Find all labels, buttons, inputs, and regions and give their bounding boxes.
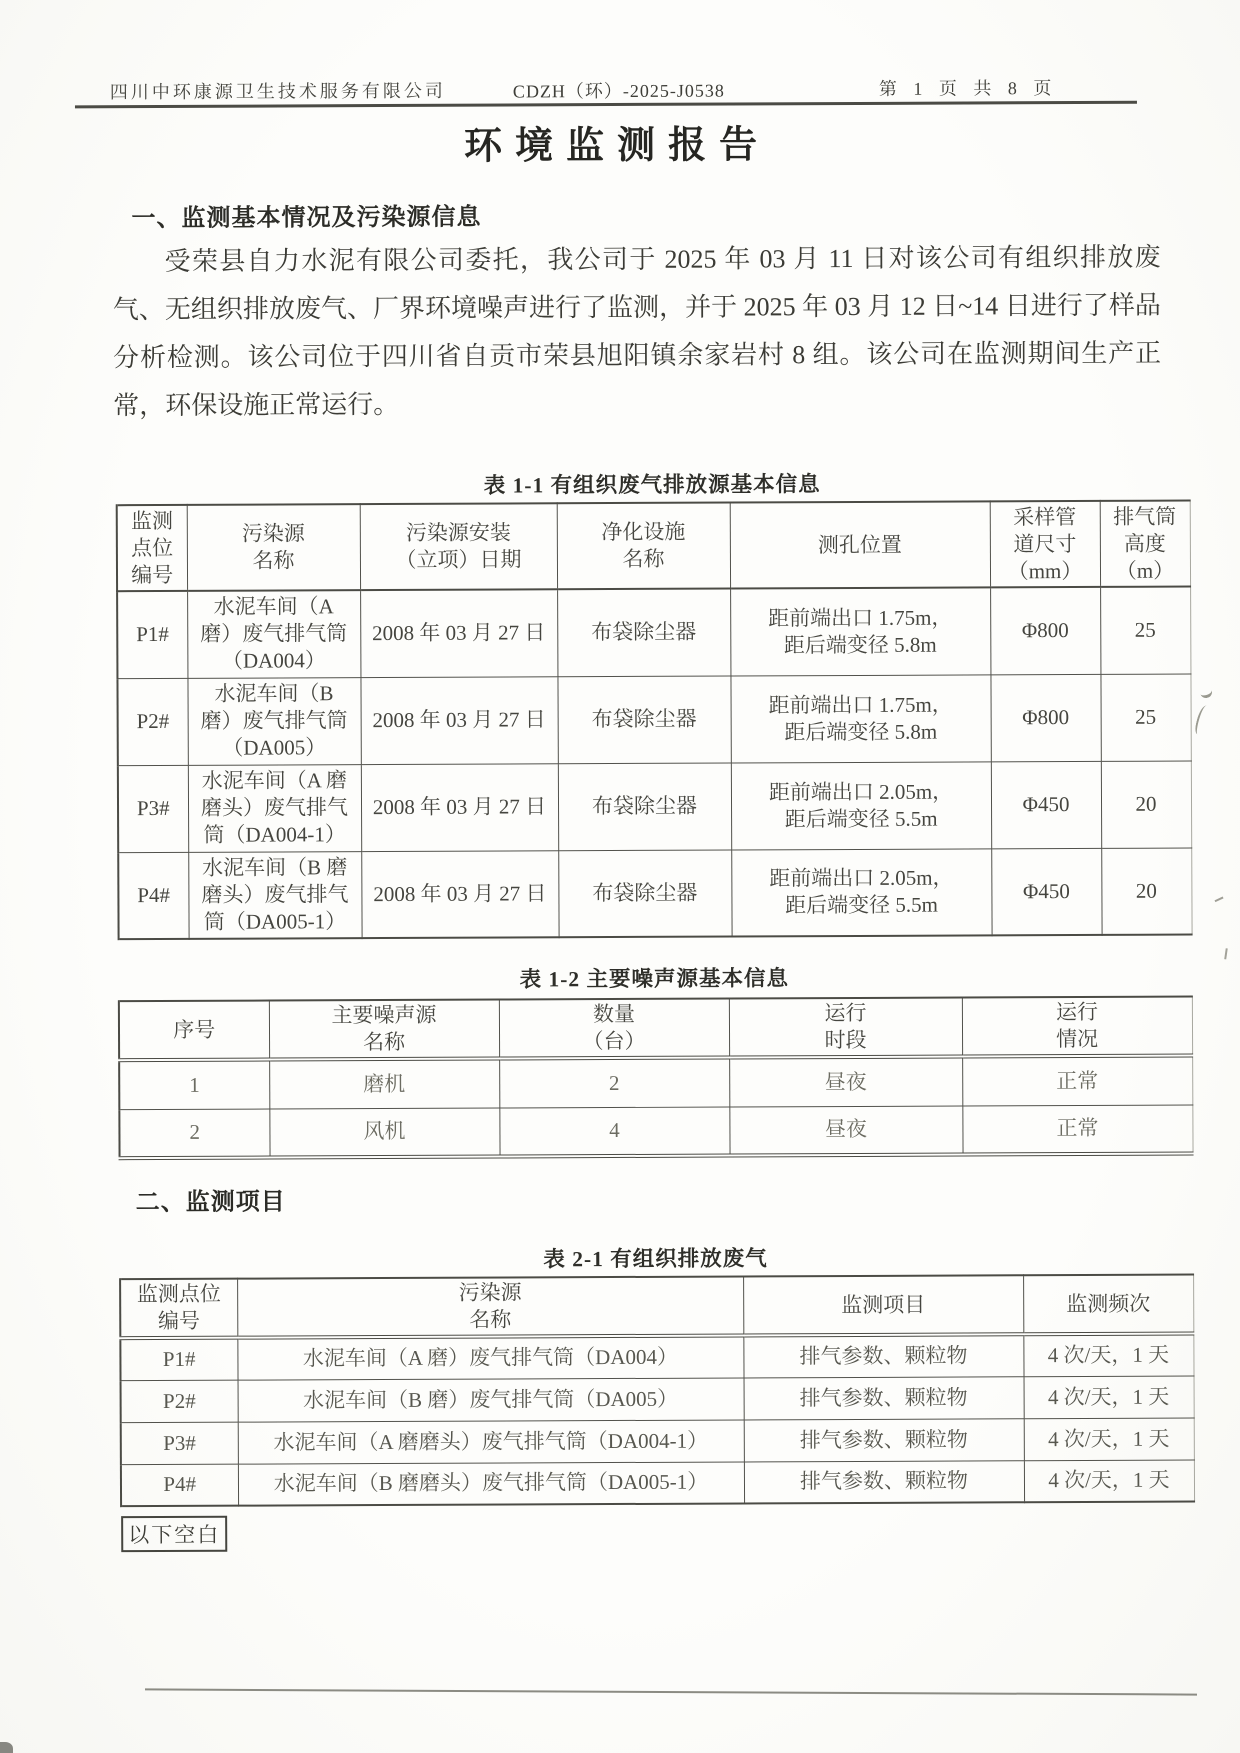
- table-cell: P4#: [118, 852, 188, 939]
- table-cell: 距前端出口 2.05m， 距后端变径 5.5m: [731, 848, 991, 936]
- table-row: [117, 587, 1190, 679]
- report-title: 环境监测报告: [464, 124, 771, 168]
- table-1-1-caption: 表 1-1 有组织废气排放源基本信息: [483, 472, 821, 498]
- column-header: 序号: [119, 1001, 269, 1061]
- table-cell: 排气参数、颗粒物: [744, 1376, 1024, 1419]
- table-cell: 25: [1100, 674, 1190, 761]
- table-cell: 风机: [269, 1108, 499, 1158]
- table-cell: Φ450: [991, 761, 1101, 848]
- table-row: [121, 1418, 1194, 1465]
- report-header-company: 四川中环康源卫生技术服务有限公司: [109, 80, 446, 103]
- column-header: 监测 点位 编号: [117, 505, 187, 591]
- table-1-2-noise-sources: [118, 996, 1193, 1161]
- table-cell: 布袋除尘器: [558, 850, 731, 938]
- column-header: 净化设施 名称: [557, 503, 730, 590]
- table-cell: 水泥车间（B 磨）废气排气筒（DA005）: [238, 1377, 744, 1421]
- table-cell: 距前端出口 1.75m， 距后端变径 5.8m: [730, 674, 990, 762]
- table-cell: 昼夜: [729, 1057, 962, 1107]
- table-row: [119, 1056, 1192, 1110]
- column-header: 监测点位 编号: [120, 1279, 237, 1339]
- table-cell: 水泥车间（A 磨 磨头）废气排气 筒（DA004-1）: [188, 764, 361, 852]
- table-cell: 水泥车间（A 磨磨头）废气排气筒（DA004-1）: [238, 1419, 744, 1463]
- column-header: 运行 时段: [729, 998, 962, 1058]
- report-page-indicator: 第 1 页 共 8 页: [878, 78, 1058, 99]
- column-header: 测孔位置: [730, 501, 990, 588]
- table-cell: 2: [119, 1109, 269, 1159]
- column-header: 数量 （台）: [499, 999, 729, 1059]
- table-row: [120, 1334, 1193, 1381]
- table-cell: 布袋除尘器: [557, 589, 730, 677]
- table-2-1-caption: 表 2-1 有组织排放废气: [543, 1246, 768, 1272]
- table-row: [118, 848, 1191, 940]
- table-header-row: [120, 1275, 1193, 1339]
- scan-artifact: [0, 1742, 13, 1753]
- table-row: [121, 1376, 1194, 1423]
- table-cell: P1#: [120, 1338, 237, 1381]
- section-2-heading: 二、监测项目: [135, 1188, 286, 1217]
- table-cell: 排气参数、颗粒物: [743, 1334, 1023, 1377]
- table-cell: 正常: [962, 1105, 1192, 1155]
- table-cell: 2008 年 03 月 27 日: [360, 676, 557, 764]
- table-cell: P1#: [117, 591, 187, 678]
- table-cell: 昼夜: [729, 1106, 962, 1156]
- table-cell: 2008 年 03 月 27 日: [361, 763, 558, 851]
- column-header: 污染源 名称: [237, 1276, 743, 1337]
- table-cell: 2008 年 03 月 27 日: [360, 589, 557, 677]
- table-1-2-caption: 表 1-2 主要噪声源基本信息: [519, 966, 790, 992]
- table-cell: 磨机: [269, 1059, 499, 1109]
- table-cell: 水泥车间（A 磨）废气排气筒 （DA004）: [187, 590, 360, 678]
- below-blank-note: 以下空白: [121, 1516, 227, 1552]
- table-header-row: [117, 501, 1190, 592]
- table-cell: 布袋除尘器: [557, 676, 730, 764]
- table-1-1-emission-sources: [116, 500, 1192, 941]
- column-header: 排气筒 高度 （m）: [1100, 501, 1190, 587]
- table-cell: 4: [499, 1107, 729, 1157]
- column-header: 监测频次: [1023, 1275, 1193, 1335]
- table-row: [119, 1105, 1192, 1159]
- section-1-heading: 一、监测基本情况及污染源信息: [131, 203, 482, 233]
- table-row: [118, 761, 1191, 853]
- table-cell: 排气参数、颗粒物: [744, 1460, 1024, 1503]
- table-cell: 20: [1101, 761, 1191, 848]
- column-header: 采样管 道尺寸 （mm）: [990, 501, 1100, 587]
- table-cell: 4 次/天，1 天: [1023, 1334, 1193, 1377]
- column-header: 污染源 名称: [187, 504, 360, 591]
- table-cell: 2: [499, 1058, 729, 1108]
- table-cell: P3#: [118, 765, 188, 852]
- table-cell: 1: [119, 1060, 269, 1110]
- table-cell: 水泥车间（B 磨 磨头）废气排气 筒（DA005-1）: [188, 851, 361, 939]
- table-cell: 水泥车间（B 磨）废气排气筒 （DA005）: [187, 677, 360, 765]
- table-cell: P2#: [121, 1380, 238, 1423]
- table-cell: 距前端出口 1.75m， 距后端变径 5.8m: [730, 587, 990, 675]
- table-row: [117, 674, 1190, 766]
- table-cell: 排气参数、颗粒物: [744, 1418, 1024, 1461]
- table-cell: 4 次/天，1 天: [1024, 1460, 1194, 1503]
- table-row: [121, 1460, 1194, 1507]
- table-cell: 布袋除尘器: [558, 763, 731, 851]
- column-header: 运行 情况: [962, 997, 1192, 1057]
- table-cell: 水泥车间（B 磨磨头）废气排气筒（DA005-1）: [238, 1461, 744, 1505]
- report-doc-number: CDZH（环）-2025-J0538: [512, 80, 725, 102]
- table-cell: 25: [1100, 587, 1190, 674]
- table-cell: 20: [1101, 848, 1191, 935]
- table-cell: 2008 年 03 月 27 日: [361, 850, 558, 938]
- table-cell: 4 次/天，1 天: [1024, 1376, 1194, 1419]
- table-header-row: [119, 997, 1192, 1061]
- table-cell: 正常: [962, 1056, 1192, 1106]
- table-cell: 距前端出口 2.05m， 距后端变径 5.5m: [731, 761, 991, 849]
- column-header: 监测项目: [743, 1275, 1023, 1335]
- table-cell: 4 次/天，1 天: [1024, 1418, 1194, 1461]
- table-cell: Φ450: [991, 848, 1101, 935]
- column-header: 主要噪声源 名称: [269, 1000, 499, 1060]
- table-cell: P2#: [117, 678, 187, 765]
- table-cell: P4#: [121, 1464, 238, 1507]
- table-cell: P3#: [121, 1422, 238, 1465]
- section-1-paragraph: 受荣县自力水泥有限公司委托，我公司于 2025 年 03 月 11 日对该公司有组织排放废气、无组织排放废气、厂界环境噪声进行了监测，并于 2025 年 03 月 12 日~14 日进行了样品分析检测。该公司位于四川省自贡市荣县旭阳镇余家岩村 8 组。该公司在监测期间生产正常，环保设施正常运行。: [112, 242, 1162, 421]
- table-cell: Φ800: [990, 587, 1100, 674]
- table-2-1-monitoring-items: [119, 1274, 1194, 1508]
- table-cell: Φ800: [990, 674, 1100, 761]
- column-header: 污染源安装 （立项）日期: [360, 503, 557, 590]
- table-cell: 水泥车间（A 磨）废气排气筒（DA004）: [237, 1335, 743, 1379]
